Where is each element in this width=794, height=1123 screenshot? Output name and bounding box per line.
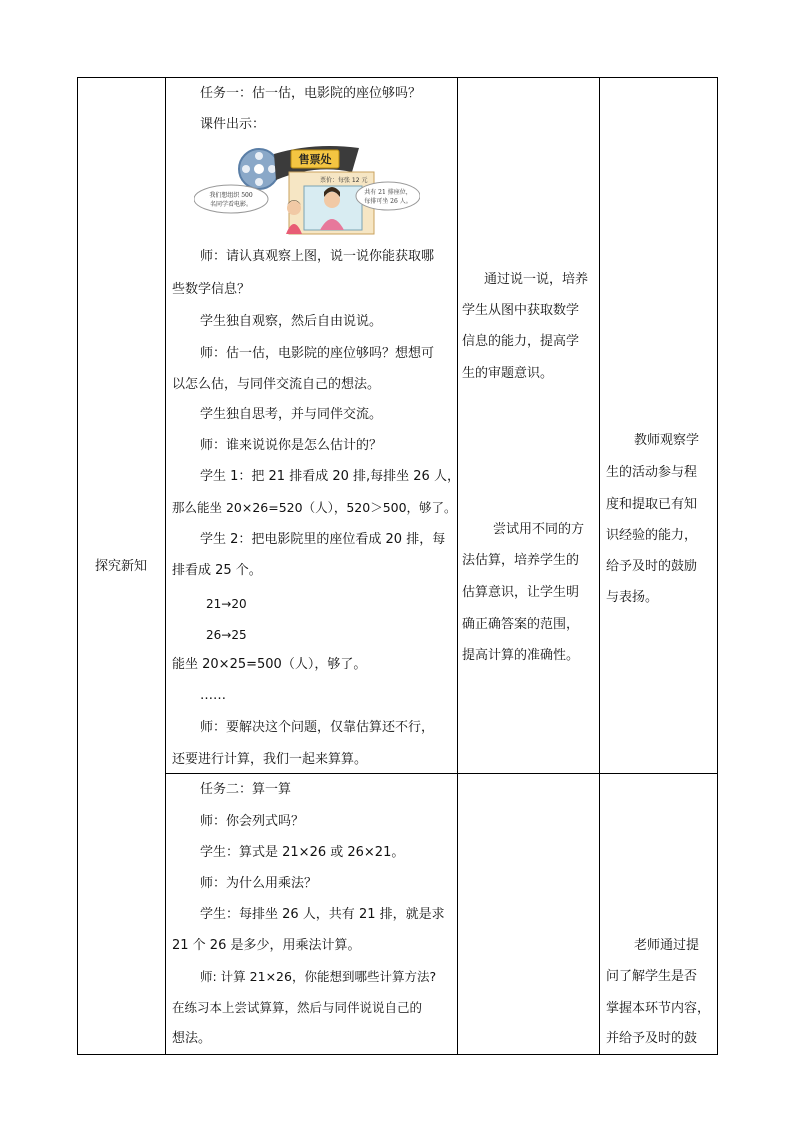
cashier-figure — [324, 192, 340, 208]
evaluation-line: 教师观察学 — [634, 433, 700, 448]
task2-title: 任务二：算一算 — [200, 782, 292, 797]
evaluation-line: 问了解学生是否 — [606, 969, 698, 984]
estimate-line: 26→25 — [206, 628, 247, 642]
student-line: 学生独自思考，并与同伴交流。 — [200, 407, 383, 422]
teacher-line: 师：为什么用乘法？ — [200, 876, 318, 891]
evaluation-line: 度和提取已有知 — [606, 497, 698, 512]
teacher-line: 师：请认真观察上图，说一说你能获取哪 — [200, 249, 435, 264]
table-border-right — [717, 77, 718, 1055]
evaluation-line: 掌握本环节内容， — [606, 1001, 711, 1016]
speech-bubble-right — [356, 182, 420, 210]
teacher-line: 师：要解决这个问题，仅靠估算还不行， — [200, 720, 435, 735]
student-line: 学生：每排坐 26 人，共有 21 排，就是求 — [200, 907, 445, 922]
bubble-right-line1: 共有 21 排座位， — [364, 189, 412, 196]
purpose-line: 提高计算的准确性。 — [462, 648, 580, 663]
text-line: 在练习本上尝试算算，然后与同伴说说自己的 — [172, 1000, 423, 1015]
purpose-line: 尝试用不同的方 — [493, 522, 585, 537]
text-line: 以怎么估，与同伴交流自己的想法。 — [172, 377, 381, 392]
student-line: 学生独自观察，然后自由说说。 — [200, 314, 383, 329]
purpose-line: 信息的能力，提高学 — [462, 334, 580, 349]
bubble-left-line2: 名同学看电影。 — [209, 201, 253, 208]
sign-text: 售票处 — [298, 153, 332, 166]
evaluation-line: 识经验的能力， — [606, 528, 698, 543]
teacher-line: 师：估一估，电影院的座位够吗？想想可 — [200, 346, 435, 361]
purpose-line: 确正确答案的范围， — [462, 617, 580, 632]
evaluation-line: 并给予及时的鼓 — [606, 1031, 698, 1046]
text-line: 那么能坐 20×26=520（人），520＞500，够了。 — [172, 500, 457, 515]
purpose-line: 生的审题意识。 — [462, 366, 554, 381]
bubble-right-line2: 每排可坐 26 人。 — [364, 198, 412, 205]
teacher-line: 师：你会列式吗？ — [200, 814, 305, 829]
bubble-left-line1: 我们想组织 500 — [209, 192, 253, 199]
text-line: 还要进行计算，我们一起来算算。 — [172, 752, 368, 767]
stage-label: 探究新知 — [94, 559, 147, 574]
task1-title: 任务一：估一估，电影院的座位够吗？ — [200, 86, 422, 101]
ticket-office-illustration — [194, 142, 420, 238]
text-line: 些数学信息？ — [172, 282, 251, 297]
teacher-line: 师：谁来说说你是怎么估计的？ — [200, 438, 383, 453]
col-divider-1 — [165, 77, 166, 1055]
text-line: 能坐 20×25=500（人），够了。 — [172, 657, 367, 672]
speech-bubble-left — [194, 185, 268, 213]
student-line: 学生 2：把电影院里的座位看成 20 排，每 — [200, 532, 446, 547]
girl-figure — [287, 201, 301, 215]
ellipsis-line: …… — [200, 688, 226, 703]
text-line: 想法。 — [172, 1031, 212, 1046]
student-line: 学生：算式是 21×26 或 26×21。 — [200, 845, 405, 860]
table-border-top — [77, 77, 718, 78]
evaluation-line: 与表扬。 — [606, 590, 659, 605]
text-line: 21 个 26 是多少，用乘法计算。 — [172, 938, 361, 953]
purpose-line: 通过说一说，培养 — [484, 272, 589, 287]
purpose-line: 法估算，培养学生的 — [462, 553, 580, 568]
evaluation-line: 老师通过提 — [634, 938, 700, 953]
evaluation-line: 生的活动参与程 — [606, 465, 698, 480]
estimate-line: 21→20 — [206, 597, 247, 611]
text-line: 排看成 25 个。 — [172, 563, 262, 578]
table-border-bottom — [77, 1054, 718, 1055]
teacher-line: 师: 计算 21×26，你能想到哪些计算方法? — [200, 969, 437, 984]
col-divider-3 — [599, 77, 600, 1055]
courseware-label: 课件出示： — [200, 117, 266, 132]
price-text: 票价：每张 12 元 — [320, 177, 368, 184]
purpose-line: 估算意识，让学生明 — [462, 585, 580, 600]
row-divider — [165, 773, 718, 774]
purpose-line: 学生从图中获取数学 — [462, 303, 580, 318]
student-line: 学生 1：把 21 排看成 20 排,每排坐 26 人， — [200, 469, 460, 484]
col-divider-2 — [457, 77, 458, 1055]
evaluation-line: 给予及时的鼓励 — [606, 559, 698, 574]
